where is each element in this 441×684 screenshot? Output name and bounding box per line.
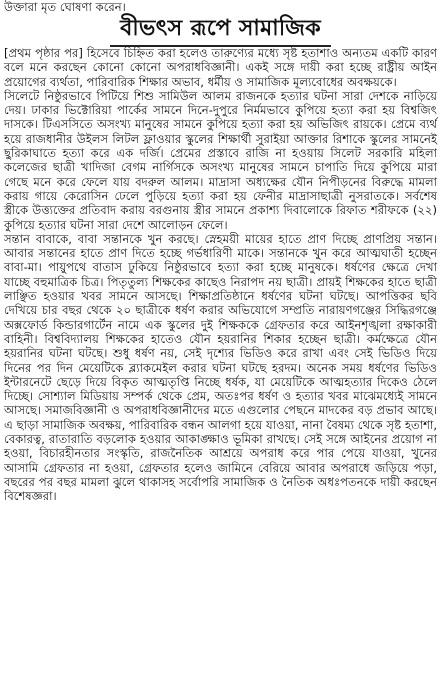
paragraph-3: সন্তান বাবাকে, বাবা সন্তানকে খুন করছে। স্নেহময়ী মায়ের হাতে প্রাণ দিচ্ছে প্রাণপ্রিয় সন্তান। আবার সন্তানের হাতে প্রাণ দিতে হচ্ছে গর্ভধারিণী মাকে। সন্তানকে খুন করে আত্মঘাতী হচ্ছেন বাবা-মা। পায়ুপথে বাতাস ঢুকিয়ে নিষ্ঠুরভাবে হত্যা করা হচ্ছে মানুষকে। ধর্ষণের ক্ষেত্রে দেখা যাচ্ছে বহুমাত্রিক চিত্র। পিতৃতুল্য শিক্ষকের কাছেও নিরাপদ নয় ছাত্রী। প্রায়ই শিক্ষকের হাতে ছাত্রী লাঞ্ছিত হওয়ার খবর সামনে আসছে। শিক্ষাপ্রতিষ্ঠানে ধর্ষণের ঘটনা ঘটছে। আপত্তিকর ছবি দেখিয়ে চার বছর থেকে ২০ ছাত্রীকে ধর্ষণ করার অভিযোগে সম্প্রতি নারায়ণগঞ্জের সিদ্ধিরগঞ্জে অক্সফোর্ড কিন্ডারগার্টেন নামে এক স্কুলের দুই শিক্ষককে গ্রেফতার করে আইনশৃঙ্খলা রক্ষাকারী বাহিনী। বিশ্ববিদ্যালয় শিক্ষকের হাতেও যৌন হয়রানির শিকার হচ্ছেন ছাত্রী। কর্মক্ষেত্রে যৌন হয়রানির ঘটনা ঘটছে। শুধু ধর্ষণ নয়, সেই দৃশ্যের ভিডিও করে রাখা এবং সেই ভিডিও দিয়ে দিনের পর দিন মেয়েটিকে ব্ল্যাকমেইল করার ঘটনা ঘটছে হরদম। অনেক সময় ধর্ষণের ভিডিও ইন্টারনেটে ছেড়ে দিয়ে বিকৃত আত্মতৃপ্তি নিচ্ছে ধর্ষক, যা মেয়েটিকে আত্মহত্যার দিকেও ঠেলে দিচ্ছে। সোশ্যাল মিডিয়ায় সম্পর্ক থেকে প্রেম, অতঃপর ধর্ষণ ও হত্যার খবর মাঝেমধ্যেই সামনে আসছে। সমাজবিজ্ঞানী ও অপরাধবিজ্ঞানীদের মতে এগুলোর পেছনে মাদকের বড় প্রভাব আছে। এ ছাড়া সামাজিক অবক্ষয়, পারিবারিক বন্ধন আলগা হয়ে যাওয়া, নানা বৈষম্য থেকে সৃষ্ট হতাশা, বেকারত্ব, রাতারাতি বড়লোক হওয়ার আকাঙ্ক্ষাও ভূমিকা রাখছে। সেই সঙ্গে আইনের প্রয়োগ না হওয়া, বিচারহীনতার সংস্কৃতি, রাজনৈতিক আশ্রয়ে অপরাধ করে পার পেয়ে যাওয়া, খুনের আসামি গ্রেফতার না হওয়া, গ্রেফতার হলেও জামিনে বেরিয়ে আবার অপরাধে জড়িয়ে পড়া, বছরের পর বছর মামলা ঝুলে থাকাসহ সর্বোপরি সামাজিক ও নৈতিক অধঃপতনকে দায়ী করছেন বিশেষজ্ঞরা।: [4, 231, 437, 504]
article-body: [4, 46, 437, 504]
headline-container: [4, 14, 437, 46]
paragraph-1-text: হিসেবে চিহ্নিত করা হলেও তারুণ্যের মধ্যে সৃষ্ট হতাশাও অন্যতম একটি কারণ বলে মনে করছেন কোনো কোনো অপরাধবিজ্ঞানী। একই সঙ্গে দায়ী করা হচ্ছে রাষ্ট্রীয় আইন প্রয়োগের ব্যর্থতা, পারিবারিক শিক্ষার অভাব, ধর্মীয় ও সামাজিক মূল্যবোধের অবক্ষয়কে।: [4, 46, 437, 89]
page-reference: [প্রথম পৃষ্ঠার পর]: [4, 46, 83, 60]
previous-article-tail: উক্তারা মৃত ঘোষণা করেন।: [4, 0, 126, 14]
paragraph-1: [4, 46, 437, 89]
headline: বীভৎস রূপে সামাজিক: [110, 15, 331, 47]
paragraph-2: সিলেটে নিষ্ঠুরভাবে পিটিয়ে শিশু সামিউল আলম রাজনকে হত্যার ঘটনা সারা দেশকে নাড়িয়ে দেয়। ঢাকার ভিক্টোরিয়া পার্কের সামনে দিনে-দুপুরে নির্মমভাবে কুপিয়ে হত্যা করা হয় বিশ্বজিৎ দাসকে। টিএসসিতে অসংখ্য মানুষের সামনে কুপিয়ে হত্যা করা হয় অভিজিৎ রায়কে। প্রেমে ব্যর্থ হয়ে রাজধানীর উইলস লিটল ফ্লাওয়ার স্কুলের শিক্ষার্থী সুরাইয়া আক্তার রিশাকে স্কুলের সামনেই ছুরিকাঘাতে হত্যা করে এক দর্জি। প্রেমের প্রস্তাবে রাজি না হওয়ায় সিলেট সরকারি মহিলা কলেজের ছাত্রী খাদিজা বেগম নার্গিসকে অসংখ্য মানুষের সামনে চাপাতি দিয়ে কুপিয়ে মারা গেছে মনে করে ফেলে যায় বদরুল আলম। মাদ্রাসা অধ্যক্ষের যৌন নিপীড়নের বিরুদ্ধে মামলা করায় গায়ে কেরোসিন ঢেলে পুড়িয়ে হত্যা করা হয় ফেনীর মাদ্রাসাছাত্রী নুসরাতকে। সর্বশেষ স্ত্রীকে উত্ত্যক্তের প্রতিবাদ করায় বরগুনায় স্ত্রীর সামনে প্রকাশ্য দিবালোকে রিফাত শরীফকে (২২) কুপিয়ে হত্যার ঘটনা সারা দেশে আলোড়ন ফেলে।: [4, 88, 437, 232]
